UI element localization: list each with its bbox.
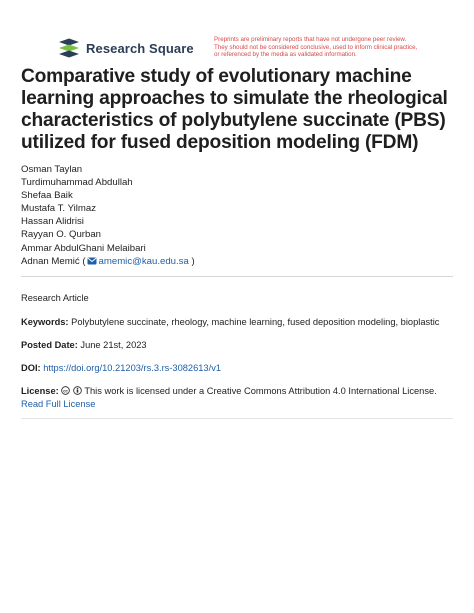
- author-email-link[interactable]: [86, 256, 189, 267]
- doi-link[interactable]: https://doi.org/10.21203/rs.3.rs-3082613/v1: [43, 363, 222, 373]
- posted-date-label: Posted Date:: [21, 340, 78, 350]
- doi-row: [21, 362, 221, 375]
- keywords-row: [21, 316, 439, 329]
- author-name: Osman Taylan: [21, 164, 83, 175]
- author-name: Rayyan O. Qurban: [21, 229, 101, 241]
- article-type: Research Article: [21, 293, 89, 303]
- read-full-license-link[interactable]: Read Full License: [21, 399, 96, 409]
- research-square-logo-icon: [58, 38, 80, 58]
- email-close-paren: ): [191, 255, 195, 267]
- mail-icon: [87, 257, 97, 265]
- bottom-divider: [21, 418, 453, 419]
- posted-date-value: June 21st, 2023: [80, 340, 147, 350]
- disclaimer-line: or referenced by the media as validated information.: [214, 51, 357, 59]
- svg-text:cc: cc: [63, 388, 69, 394]
- attribution-icon: [73, 386, 82, 395]
- read-full-license-row: [21, 398, 95, 411]
- disclaimer-line: They should not be considered conclusive, used to inform clinical practice,: [214, 43, 418, 51]
- preprint-disclaimer: [214, 36, 464, 59]
- posted-date-row: [21, 339, 147, 352]
- section-divider: [21, 276, 453, 277]
- keywords-value: Polybutylene succinate, rheology, machine learning, fused deposition modeling, bioplastic: [71, 317, 440, 327]
- email-open-paren: (: [82, 255, 86, 267]
- page-header: [0, 0, 474, 62]
- doi-label: DOI:: [21, 363, 41, 373]
- license-row: [21, 385, 437, 398]
- author-name: Hassan Alidrisi: [21, 216, 84, 228]
- author-name: Turdimuhammad Abdullah: [21, 177, 133, 189]
- disclaimer-line: Preprints are preliminary reports that have not undergone peer review.: [214, 36, 407, 43]
- author-name: Shefaa Baik: [21, 190, 73, 202]
- corresponding-author-name: Adnan Memić: [21, 255, 80, 267]
- author-list: [21, 163, 195, 268]
- license-label: License:: [21, 386, 59, 396]
- corresponding-author: [21, 255, 195, 268]
- author-email: amemic@kau.edu.sa: [98, 255, 189, 267]
- research-square-logo[interactable]: [58, 38, 194, 58]
- author-name: Mustafa T. Yilmaz: [21, 203, 97, 215]
- keywords-label: Keywords:: [21, 317, 69, 327]
- author-name: Ammar AbdulGhani Melaibari: [21, 242, 146, 254]
- license-text: This work is licensed under a Creative Commons Attribution 4.0 International License.: [84, 386, 437, 396]
- paper-title: Comparative study of evolutionary machine learning approaches to simulate the rheological characteristics of polybutylene succinate (PBS) utilized for fused deposition modeling (FDM): [21, 66, 448, 153]
- logo-text: Research Square: [86, 40, 194, 56]
- cc-icon: [61, 386, 70, 395]
